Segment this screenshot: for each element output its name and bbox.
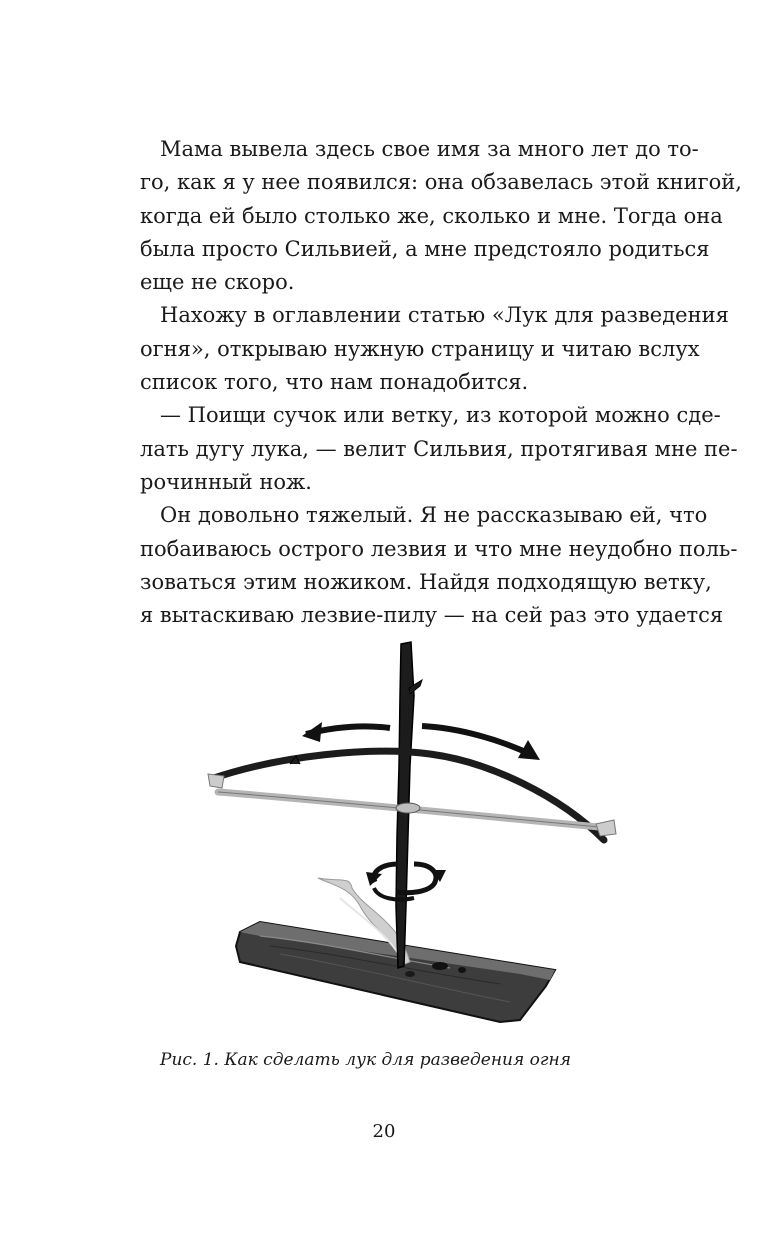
text-line: побаиваюсь острого лезвия и что мне неудобно поль-: [140, 536, 738, 561]
arrow-right-icon: [422, 726, 530, 754]
text-line: го, как я у нее появился: она обзавелась этой книгой,: [140, 170, 742, 195]
text-line: зоваться этим ножиком. Найдя подходящую ветку,: [140, 569, 712, 594]
text-line: Он довольно тяжелый. Я не рассказываю ей, что: [160, 503, 708, 528]
text-line: я вытаскиваю лезвие-пилу — на сей раз это удается: [140, 603, 724, 628]
text-line: еще не скоро.: [140, 270, 295, 295]
text-line: была просто Сильвией, а мне предстояло родиться: [140, 236, 710, 261]
text-line: лать дугу лука, — велит Сильвия, протягивая мне пе-: [140, 436, 738, 461]
text-line: Нахожу в оглавлении статью «Лук для разведения: [160, 303, 729, 328]
text-line: когда ей было столько же, сколько и мне. Тогда она: [140, 203, 723, 228]
body-text: [140, 133, 742, 632]
page-number: 20: [372, 1121, 396, 1142]
text-line: рочинный нож.: [140, 469, 312, 494]
text-line: список того, что нам понадобится.: [140, 370, 529, 395]
bow-drill-icon: [200, 636, 630, 1026]
bow-drill-illustration: [200, 636, 630, 1026]
rotation-arrow-icon: [374, 864, 398, 882]
text-line: Мама вывела здесь свое имя за много лет до то-: [160, 137, 699, 161]
text-line: — Поищи сучок или ветку, из которой можно сде-: [160, 403, 721, 428]
figure-caption: Рис. 1. Как сделать лук для разведения огня: [160, 1050, 571, 1070]
text-line: огня», открываю нужную страницу и читаю вслух: [140, 336, 700, 361]
